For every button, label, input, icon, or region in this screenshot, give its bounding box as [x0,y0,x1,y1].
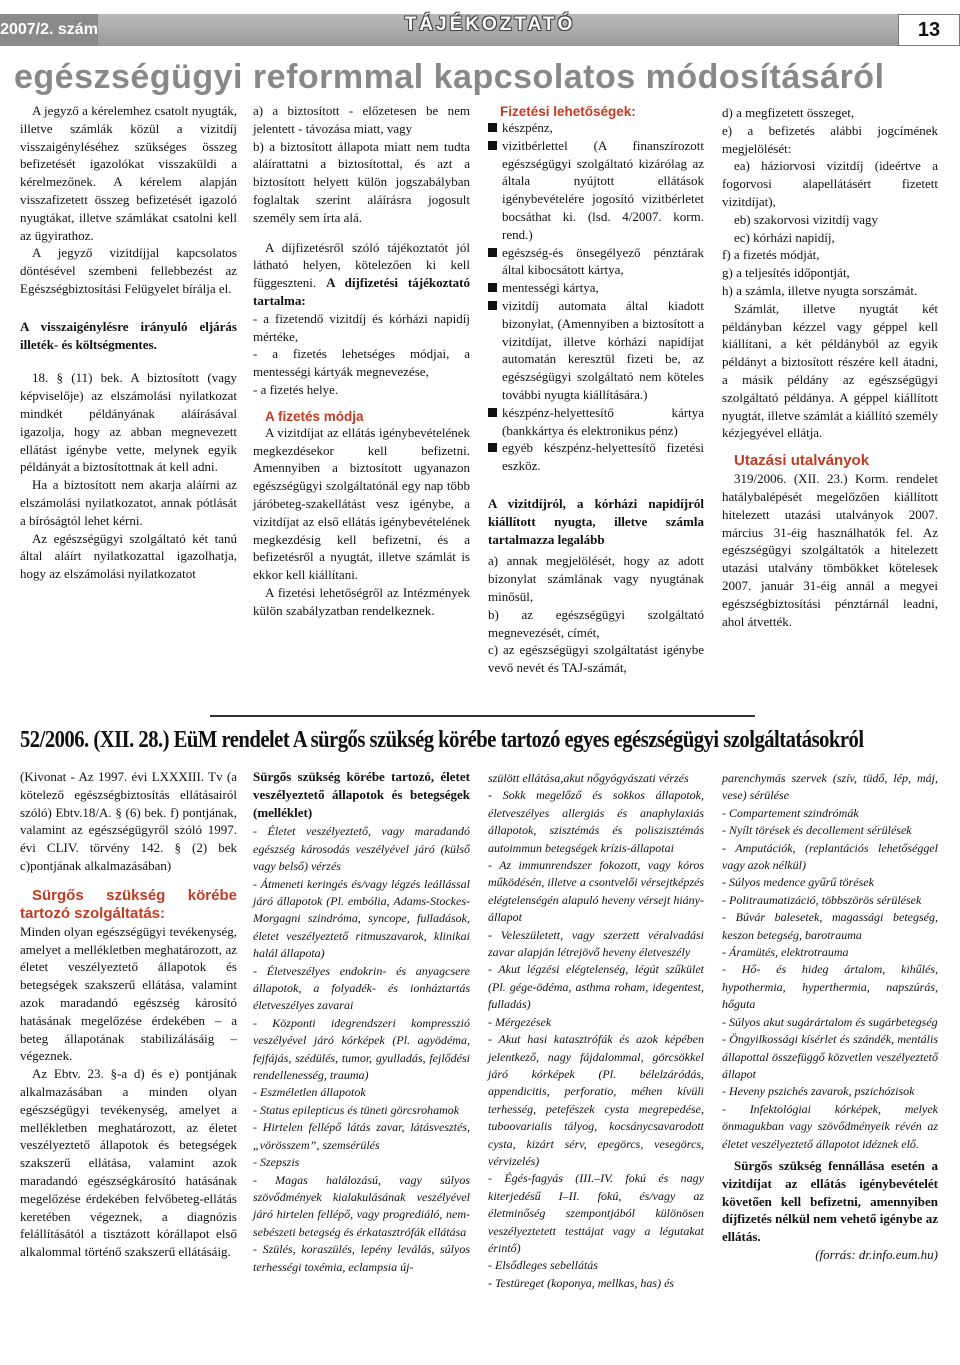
list-item: - Központi idegrendszeri kompresszió veszélyével járó kórképek (Pl. agyödéma, fejfájás, szédülés, tumor, gyulladás, fejlődési rendellenesség, trauma) [253,1015,470,1083]
list-item: - Nyílt törések és decollement sérülések [722,823,912,838]
paragraph: g) a teljesítés időpontját, [722,265,850,281]
list-item: - Az immunrendszer fokozott, vagy kóros működésén, illetve a csontvelői vérsejtképzés elégtelenségén alapuló heveny vérsejt hiány-állapot [488,858,704,925]
list-item: - Magas halálozású, vagy súlyos szövődmények kialakulásának veszélyével járó hirtelen fellépő, vagy progrediáló, nem-sebészeti betegség és érkatasztrófák ellátása [253,1172,470,1239]
list-item: - a fizetés helye. [253,381,339,397]
list-item: - Heveny pszichés zavarok, pszichózisok [722,1084,915,1099]
list-item: - Veleszületett, vagy szerzett véralvadási zavar alapján létrejövő heveny életveszély [488,927,704,960]
list-item: - Sokk megelőző és sokkos állapotok, életveszélyes allergiás és anaphylaxiás állapotok, szisztémás és poliszisztémás autoimmun betegségek krízis-állapotai [488,788,704,855]
paragraph: a) annak megjelölését, hogy az adott bizonylat számlának vagy nyugtának minősül, [488,553,704,604]
list-item: - Akut légzési elégtelenség, légút szűkület (Pl. gége-ödéma, asthma roham, idegentest, fulladás) [488,962,704,1012]
issue-number: 2007/2. szám [0,14,98,46]
paragraph: A fizetési lehetőségről az Intézmények külön szabályzatban rendelkeznek. [253,584,470,618]
paragraph: a) a biztosított - előzetesen be nem jelentett - távozása miatt, vagy [253,103,470,136]
list-item: - Amputációk, (replantációs lehetőséggel vagy azok nélkül) [722,840,938,873]
list-item: - Átmeneti keringés és/vagy légzés leállással járó állapotok (Pl. embólia, Adams-Stockes-Morgagni szindróma, syncope, fulladások, életet veszélyeztető ritmuszavarok, klinikai halál állapota) [253,876,470,961]
paragraph: ec) kórházi napidíj, [734,229,835,245]
page-header [0,0,960,55]
bullet-item: készpénz, [488,119,704,137]
paragraph: c) az egészségügyi szolgáltatást igénybe vevő nevét és TAJ-számát, [488,642,704,676]
condition-list [722,770,938,1153]
section-heading: A vizitdíjról, a kórházi napidíjról kiállított nyugta, illetve számla tartalmazza legalább [488,495,704,547]
paragraph: e) a befizetés alábbi jogcímének megjelölését: [722,122,938,156]
list-item: - Szepszis [253,1155,300,1170]
list-item: - Akut hasi katasztrófák és azok képében jelentkező, nagy fájdalommal, görcsökkel járó kórképek (Pl. bélelzáródás, appendicitis, perforatio, méhen kívüli terhesség, petefészek cysta megrepedése, tuboovarialis tályog, kocsánycsavarodott cysta, kizárt sérv, epegörcs, vesegörcs, vérvizelés) [488,1032,704,1168]
paragraph: eb) szakorvosi vizitdíj vagy [734,211,879,227]
section-divider [210,715,755,717]
section-title: Utazási utalványok [734,452,870,470]
lower-column-2 [253,768,470,1276]
column-2 [253,102,470,620]
bullet-item: készpénz-helyettesítő kártya (bankkártya és elektronikus pénz) [488,404,704,440]
list-item: - Hirtelen fellépő látás zavar, látásvesztés, „vörösszem”, szemsérülés [253,1120,470,1152]
paragraph: 18. § (11) bek. A biztosított (vagy képviselője) az elszámolási nyilatkozat mindkét példányának aláírásával igazolja, hogy az abban megnevezett ellátást igénybe vette, melynek egyik példányát a biztosítottnak át kell adni. [20,370,237,475]
section-heading: Sürgős szükség körébe tartozó, életet veszélyeztető állapotok és betegségek (melléklet) [253,769,470,820]
list-item: - Politraumatizáció, többszörös sérülések [722,892,922,907]
paragraph: Minden olyan egészségügyi tevékenység, amelyet a mellékletben meghatározott, az életet veszélyeztető állapotok és betegségek szakszerű ellátása, valamint azok maradandó egészség károsító hatásának megelőzése érdekében – a beteg állapotának stabilizálásáig – végeznek. [20,923,237,1064]
column-1 [20,102,237,583]
column-4 [722,104,938,630]
list-item: - Elsődleges sebellátás [488,1258,598,1273]
list-item: - Compartement szindrómák [722,805,859,820]
list-item: - Mérgezések [488,1014,552,1029]
list-item: - Status epilepticus és tüneti görcsrohamok [253,1102,460,1117]
paragraph: (Kivonat - Az 1997. évi LXXXIII. Tv (a kötelező egészségbiztosítás ellátásairól szóló) Ebtv.18/A. § (6) bek. f) pontjának, valamint az egészségügyről szóló 1997. évi CLIV. törvény 142. § (2) bek c)pontjának alkalmazásában) [20,769,237,873]
list-item: - Súlyos akut sugárártalom és sugárbetegség [722,1014,938,1029]
list-item: szülött ellátása,akut nőgyógyászati vérzés [488,771,689,785]
list-item: - Testüreget (koponya, mellkas, has) és [488,1275,675,1290]
bullet-item: egészség-és önsegélyező pénztárak által kibocsátott kártya, [488,244,704,280]
list-item: - Életet veszélyeztető, vagy maradandó egészség károsodás veszélyével járó (külső vagy belső) vérzés [253,824,470,874]
paragraph: h) a számla, illetve nyugta sorszámát. [722,282,918,298]
lower-column-3 [488,770,704,1292]
paragraph: Az egészségügyi szolgáltató két tanú által aláírt nyilatkozattal igazolhatja, hogy az elszámolási nyilatkozatot [20,530,237,582]
decree-title: 52/2006. (XII. 28.) EüM rendelet A sürgős szükség körébe tartozó egyes egészségügyi szolgáltatásokról [20,727,864,753]
list-item: parenchymás szervek (szív, tüdő, lép, máj, vese) sérülése [722,771,938,803]
bullet-item: vizitdíj automata által kiadott bizonylat, (Amennyiben a biztosított a vizitdíjat, illetve kórházi napidíjat automatán keresztül fizeti be, az egészségügyi szolgáltató nem köteles további nyugta kiállítására.) [488,297,704,404]
paragraph: b) az egészségügyi szolgáltató megnevezését, címét, [488,606,704,640]
bullet-item: mentességi kártya, [488,279,704,297]
condition-list [253,823,470,1276]
list-item: - Szülés, koraszülés, lepény leválás, súlyos terhességi toxémia, eclampsia új- [253,1242,470,1274]
column-3 [488,104,704,677]
list-item: - Égés-fagyás (III.–IV. fokú és nagy kiterjedésű I–II. fokú, és/vagy az életminőség szempontjából különösen veszélyeztetett testtájat vagy a légutakat érintő) [488,1171,704,1255]
section-title: Sürgős szükség körébe tartozó szolgáltatás: [20,886,237,922]
source-note: (forrás: dr.info.eum.hu) [815,1246,938,1262]
paragraph: f) a fizetés módját, [722,247,820,263]
closing-note: Sürgős szükség fennállása esetén a vizitdíjat az ellátás igénybevételét követően kell befizetni, amennyiben díjfizetés nélkül nem vehető igénybe az ellátás. [722,1157,938,1245]
paragraph-text: A díjfizetésről szóló tájékoztatót jól látható helyen, kötelezően ki kell függeszteni. [253,239,470,291]
paragraph: d) a megfizetett összeget, [722,105,855,120]
list-item: - Öngyilkossági kísérlet és szándék, mentális állapottal összefüggő közvetlen veszélyeztető állapot [722,1032,938,1081]
article-headline: egészségügyi reformmal kapcsolatos módosításáról [14,58,885,96]
bullet-item: vizitbérlettel (A finanszírozott egészségügyi szolgáltató kizárólag az általa nyújtott ellátások igénybevételére jogosító vizitbérletet bocsáthat ki. (lsd. 4/2007. korm. rend.) [488,137,704,244]
list-item: - Infektológiai kórképek, melyek önmagukban vagy szövődményeik révén az életet veszélyeztető állapotot idéznek elő. [722,1101,938,1151]
paragraph [253,239,470,310]
paragraph: b) a biztosított állapota miatt nem tudta aláírattatni a biztosítottal, és azt a biztosított helyett külön jogszabályban foglaltak szerint aláírásra jogosult személy sem írta alá. [253,138,470,225]
paragraph: A vizitdíjat az ellátás igénybevételének megkezdésekor kell befizetni. Amennyiben a biztosított ugyanazon egészségügyi szolgáltatónál egy nap több járóbeteg-szakellátást vesz igénybe, a vizitdíjat az első ellátás igénybevételének megkezdésig kell befizetni, és a befizetésről a nyugtát, illetve számlát is ekkor kell kiállítani. [253,424,470,583]
list-item: - Hő- és hideg ártalom, kihűlés, hypothermia, hyperthermia, napszúrás, hőguta [722,962,938,1012]
list-item: - Eszméletlen állapotok [253,1085,366,1100]
page-number: 13 [898,14,960,46]
paragraph: ea) háziorvosi vizitdíj (ideértve a fogorvosi alapellátásért fizetett vizitdíjat), [722,158,938,209]
list-item: - Búvár balesetek, magassági betegség, keszon betegség, barotrauma [722,910,938,942]
paragraph-bold: A díjfizetési tájékoztató tartalma: [253,275,471,308]
section-heading: A visszaigénylésre irányuló eljárás illeték- és költségmentes. [20,318,237,352]
lower-column-4 [722,770,938,1264]
bullet-item: egyéb készpénz-helyettesítő fizetési eszköz. [488,439,704,475]
lower-column-1 [20,768,237,1261]
section-title: A fizetés módja [265,408,364,424]
paragraph: A jegyző vizitdíjjal kapcsolatos döntésével szembeni fellebbezést az Egészségbiztosítási Felügyelet bírálja el. [20,245,237,296]
list-item: - a fizetendő vizitdíj és kórházi napidíj mértéke, [253,310,470,344]
paragraph: A jegyző a kérelemhez csatolt nyugták, illetve számlák közül a vizitdíj visszaigényléséhez szükséges összeg befizetését igazolókat visszaküldi a kérelmezőnek. A kérelem alapján visszafizetett összeg befizetését igazoló nyugtákat, illetve számlákat csatolni kell az ügyirathoz. [20,103,237,243]
paragraph: Ha a biztosított nem akarja aláírni az elszámolási nyilatkozatot, annak pótlását a bíróságtól lehet kérni. [20,477,237,528]
paragraph: Az Ebtv. 23. §-a d) és e) pontjának alkalmazásában a minden olyan egészségügyi tevékenység, amelyet a mellékletben meghatározott, az életet veszélyeztető állapotok és betegségek szakszerű ellátása, valamint azok maradandó egészségkárosító hatásának megelőzése érdekében felvőbeteg-ellátás keretében végeznek, a diagnózis felállításától a tisztázott kórállapot első alkalommal történő szakszerű ellátásáig. [20,1066,237,1260]
paragraph: 319/2006. (XII. 23.) Korm. rendelet hatálybalépését megelőzően kiállított hitelezett utazási utalványok 2007. március 31-éig használhatók fel. Az egészségügyi szolgáltatók a hitelezett utazási utalvány tömbökket kötelesek 2007. január 31-éig annál a megyei egészségbiztosítási pénztárnál leadni, ahol átvették. [722,471,938,629]
list-item: - Áramütés, elektrotrauma [722,945,849,960]
publication-title: TÁJÉKOZTATÓ [404,14,576,35]
list-item: - Életveszélyes endokrin- és anyagcsere állapotok, a folyadék- és ionháztartás életveszélyes zavarai [253,963,470,1013]
paragraph: Számlát, illetve nyugtát két példányban kézzel vagy géppel kell kiállítani, a két példányból az egyik példányt a biztosított részére kell átadni, a másik példány az egészségügyi szolgáltató példánya. A géppel kiállított nyugtát, illetve számlát a kiállító személy kézjegyével ellátja. [722,300,938,441]
list-item: - a fizetés lehetséges módjai, a mentességi kártyák megnevezése, [253,346,470,380]
list-item: - Súlyos medence gyűrű törések [722,875,874,890]
section-title: Fizetési lehetőségek: [500,104,636,119]
